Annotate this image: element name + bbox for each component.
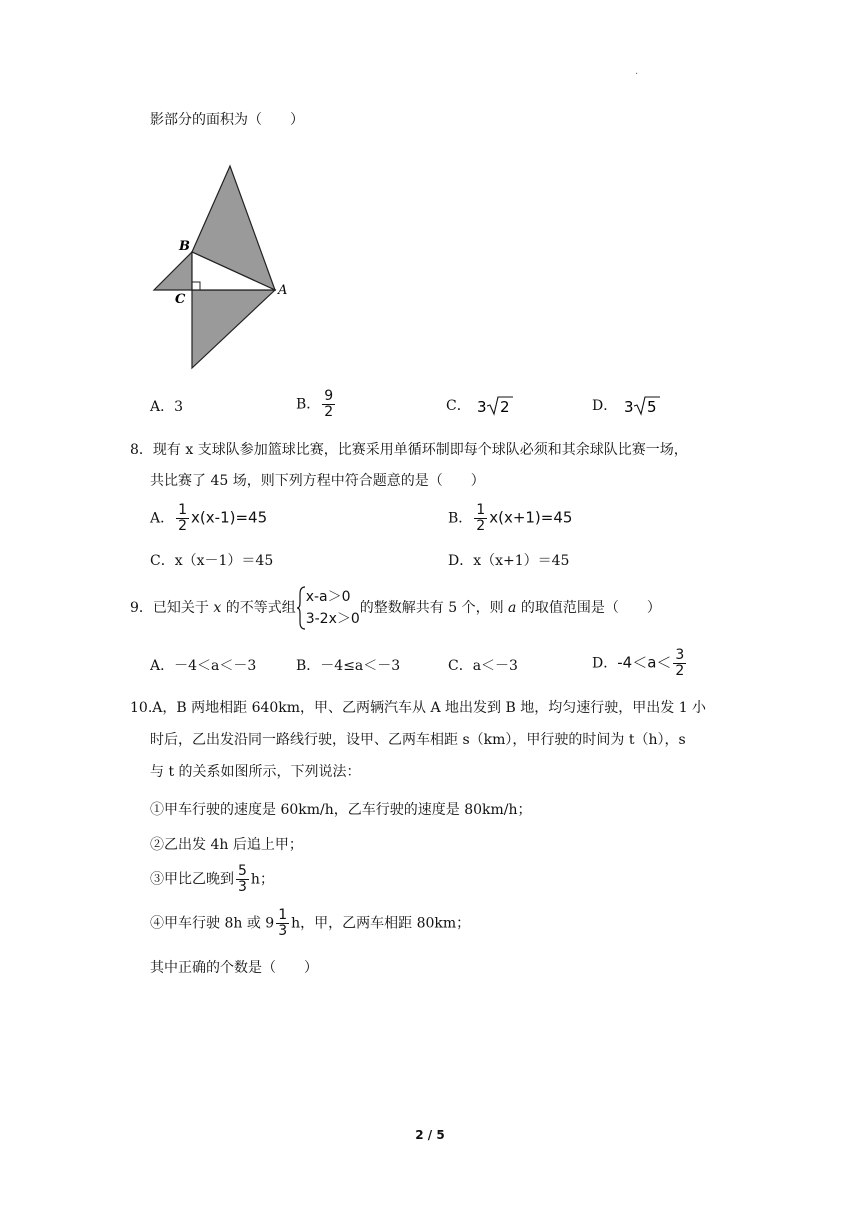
q8-line-2: 共比赛了 45 场，则下列方程中符合题意的是（ ） — [150, 473, 485, 489]
q9-option-d: D．-4＜a＜ $\frac{3}{2}$ — [592, 647, 685, 679]
q10-question: 其中正确的个数是（ ） — [150, 960, 318, 976]
q8-option-a: A． $\frac{1}{2}$ x(x-1)=45 — [150, 502, 268, 534]
q7-label-b: B — [179, 239, 190, 254]
q7-lower-triangle — [192, 290, 275, 368]
q7-label-c: C — [175, 292, 186, 307]
q10-statement-1: ①甲车行驶的速度是 60km/h，乙车行驶的速度是 80km/h； — [150, 802, 532, 818]
q7-label-a: A — [278, 283, 288, 298]
svg-text:3: 3 — [623, 398, 634, 416]
q8-line-1: 8．现有 x 支球队参加篮球比赛，比赛采用单循环制即每个球队必须和其余球队比赛一场， — [130, 442, 688, 458]
q9-option-b: B．－4≤a＜－3 — [296, 658, 401, 674]
q10-statement-2: ②乙出发 4h 后追上甲； — [150, 837, 303, 853]
q10-line-2: 时后，乙出发沿同一路线行驶，设甲、乙两车相距 s（km），甲行驶的时间为 t（h），s — [150, 732, 686, 748]
q8-option-d: D．x（x+1）＝45 — [448, 553, 570, 569]
header-dot: . — [635, 66, 639, 77]
q10-line-3: 与 t 的关系如图所示，下列说法： — [150, 764, 361, 780]
q9-option-c: C．a＜－3 — [448, 658, 518, 674]
q7-option-c-radical — [475, 394, 515, 418]
q7-option-d-radical — [622, 394, 662, 418]
q7-option-c: C． 3 2 — [446, 394, 515, 418]
q9-inequality-system — [296, 586, 360, 630]
q7-left-triangle — [154, 252, 192, 290]
q9-inequality-1: x-a＞0 — [305, 589, 351, 605]
q7-option-b: B． $\frac{9}{2}$ — [296, 388, 334, 420]
q9-option-a: A．－4＜a＜－3 — [150, 658, 257, 674]
q7-option-d: D． 3 5 — [592, 394, 662, 418]
q8-option-b: B． $\frac{1}{2}$ x(x+1)=45 — [448, 502, 573, 534]
q7-tail: 影部分的面积为（ ） — [150, 112, 304, 128]
svg-text:2: 2 — [500, 398, 510, 416]
q10-line-1: 10.A，B 两地相距 640km，甲、乙两辆汽车从 A 地出发到 B 地，均匀速行驶，甲出发 1 小 — [130, 700, 707, 716]
q9-brace — [296, 586, 306, 630]
q7-figure — [145, 160, 305, 375]
q9-stem: 9．已知关于 x 的不等式组 x-a＞0 3-2x＞0 的整数解共有 5 个，则 a 的取值范围是（ ） — [130, 586, 661, 630]
q7-option-a: A．3 — [150, 399, 184, 415]
q9-inequality-2: 3-2x＞0 — [305, 611, 360, 627]
q10-statement-3: ③甲比乙晚到 $\frac{5}{3}$ h； — [150, 863, 274, 895]
svg-text:5: 5 — [646, 398, 657, 416]
q10-statement-4: ④甲车行驶 8h 或 9 $\frac{1}{3}$ h，甲，乙两车相距 80km； — [150, 907, 471, 939]
page-number: 2 / 5 — [415, 1128, 445, 1142]
svg-text:3: 3 — [477, 398, 487, 416]
q8-option-c: C．x（x－1）＝45 — [150, 553, 274, 569]
